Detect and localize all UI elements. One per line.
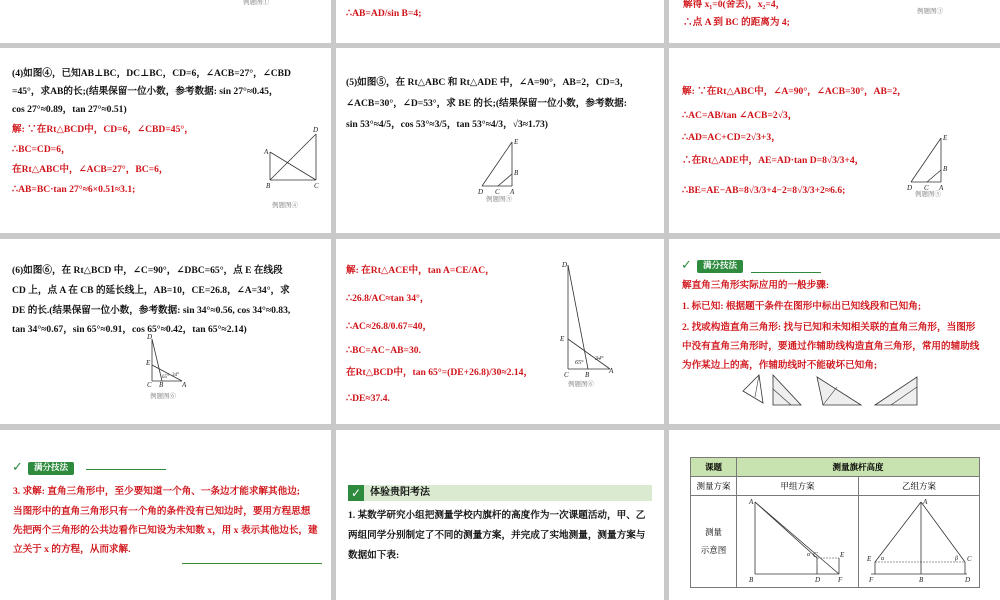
label-d: D	[562, 261, 568, 269]
question-line: ∠ACB=30°，∠D=53°，求 BE 的长;(结果保留一位小数，参考数据:	[346, 98, 627, 109]
label-c: C	[967, 555, 972, 563]
slide-top-right	[669, 0, 1000, 43]
slide-practice	[336, 430, 664, 600]
label-c: C	[924, 184, 929, 192]
label-e: E	[840, 551, 845, 559]
solution-line: ∴在Rt△ADE中，AE=AD·tan D=8√3/3+4，	[682, 155, 865, 166]
check-icon: ✓	[348, 485, 364, 501]
label-e: E	[146, 359, 151, 367]
tip-line: 当图形中的直角三角形只有一个角的条件没有已知边时，要用方程思想	[13, 506, 311, 517]
slide-top-left	[0, 0, 331, 43]
label-c: C	[495, 188, 500, 196]
tips-badge: 满分技法	[28, 462, 74, 475]
question-line: DE 的长.(结果保留一位小数，参考数据: sin 34°≈0.56, cos 34°≈0.83,	[12, 305, 291, 316]
tip-line: 立关于 x 的方程，从而求解.	[13, 544, 131, 555]
label-b: B	[919, 576, 924, 584]
figure-caption: 例题图③	[917, 8, 943, 15]
solution-line: ∴AB=BC·tan 27°≈6×0.51≈3.1;	[12, 184, 136, 195]
tips-badge: 满分技法	[697, 260, 743, 273]
question-line: (4)如图④，已知AB⊥BC，DC⊥BC，CD=6，∠ACB=27°，∠CBD	[12, 68, 291, 79]
solution-line: ∴AB=AD/sin B=4;	[346, 8, 422, 19]
figure-5-diagram	[905, 136, 955, 192]
header-title: 测量旗杆高度	[737, 458, 980, 477]
solution-line: ∴AD=AC+CD=2√3+3，	[682, 132, 781, 143]
question-line: cos 27°≈0.89，tan 27°≈0.51)	[12, 104, 127, 115]
label-b: B	[514, 169, 519, 177]
label-a: A	[264, 148, 269, 156]
tip-line: 解直角三角形实际应用的一般步骤:	[682, 280, 830, 291]
label-d: D	[313, 126, 319, 134]
jia-diagram	[741, 498, 855, 586]
header-topic: 课题	[691, 458, 737, 477]
figure-5-diagram	[476, 140, 526, 196]
figure-4-diagram	[258, 124, 324, 196]
label-f: F	[869, 576, 874, 584]
solution-line: 解得 x₁=0(舍去)，x₂=4，	[683, 0, 786, 10]
slide-problem-6	[0, 239, 331, 424]
solution-line: 在Rt△ABC中，∠ACB=27°，BC=6，	[12, 164, 169, 175]
label-c: C	[314, 182, 319, 190]
slide-measure-table	[669, 430, 1000, 600]
tip-line: 中没有直角三角形时，要通过作辅助线构造直角三角形，常用的辅助线	[682, 341, 980, 352]
angle-label: 34°	[172, 373, 179, 378]
tip-line: 2. 找或构造直角三角形: 找与已知和未知相关联的直角三角形，当图形	[682, 322, 976, 333]
slide-problem-4	[0, 48, 331, 233]
row-label-plan: 测量方案	[691, 477, 737, 496]
label-f: F	[838, 576, 843, 584]
plan-yi: 乙组方案	[859, 477, 980, 496]
slide-tips-2	[0, 430, 331, 600]
label-c: C	[813, 551, 818, 559]
solution-line: ∴DE≈37.4.	[346, 393, 390, 404]
label-e: E	[867, 555, 872, 563]
tips-header	[681, 260, 831, 274]
label-a: A	[923, 498, 928, 506]
practice-banner	[348, 485, 652, 501]
label-d: D	[478, 188, 484, 196]
angle-label: 65°	[575, 360, 584, 366]
label-a: A	[749, 498, 754, 506]
tip-line: 为作某边上的高，作辅助线时不能破坏已知角;	[682, 360, 878, 371]
label-c: C	[564, 371, 569, 379]
angle-label: 34°	[595, 356, 604, 362]
figure-caption: 例题图⑤	[915, 191, 941, 198]
slide-solution-6	[336, 239, 664, 424]
figure-6-diagram	[548, 261, 620, 377]
yi-diagram-cell	[859, 496, 980, 588]
solution-line: 解: 在Rt△ACE中，tan A=CE/AC，	[346, 265, 495, 276]
divider	[182, 563, 322, 564]
angle-alpha: α	[807, 552, 811, 558]
check-icon: ✓	[681, 258, 692, 273]
label-d: D	[815, 576, 821, 584]
angle-label: 65°	[162, 375, 169, 380]
figure-caption: 例题图④	[272, 202, 298, 209]
label-e: E	[560, 335, 565, 343]
solution-line: ∴BC=AC−AB=30.	[346, 345, 422, 356]
solution-line: 解: ∵在Rt△BCD中，CD=6，∠CBD=45°，	[12, 124, 194, 135]
solution-line: 解: ∵在Rt△ABC中，∠A=90°，∠ACB=30°，AB=2，	[682, 86, 907, 97]
label-b: B	[585, 371, 590, 379]
slide-tips-1	[669, 239, 1000, 424]
label-e: E	[943, 134, 948, 142]
tips-header	[12, 462, 172, 476]
question-line: tan 34°≈0.67，sin 65°≈0.91，cos 65°≈0.42，tan 65°≈2.14)	[12, 324, 247, 335]
question-line: 数据如下表:	[348, 550, 400, 561]
question-line: 1. 某数学研究小组把测量学校内旗杆的高度作为一次课题活动，甲、乙	[348, 510, 646, 521]
divider	[751, 272, 821, 273]
label-b: B	[159, 381, 164, 389]
banner-title: 体验贵阳考法	[370, 487, 430, 498]
solution-line: ∴BE=AE−AB=8√3/3+4−2=8√3/3+2≈6.6;	[682, 185, 846, 196]
label-b: B	[749, 576, 754, 584]
solution-line: ∴点 A 到 BC 的距离为 4;	[683, 17, 790, 28]
label-d: D	[965, 576, 971, 584]
tip-line: 先把两个三角形的公共边看作已知设为未知数 x，用 x 表示其他边长，建	[13, 525, 318, 536]
label-b: B	[943, 165, 948, 173]
angle-alpha: α	[881, 556, 885, 562]
label-a: A	[939, 184, 944, 192]
figure-caption: 例题图⑥	[568, 381, 594, 388]
figure-caption: 例题图⑤	[486, 196, 512, 203]
tip-line: 3. 求解: 直角三角形中，至少要知道一个角、一条边才能求解其他边;	[13, 486, 301, 497]
row-label-diagram	[691, 496, 737, 588]
row-label-line: 测量	[704, 527, 722, 538]
tip-line: 1. 标已知: 根据题干条件在图形中标出已知线段和已知角;	[682, 301, 922, 312]
slide-problem-5	[336, 48, 664, 233]
question-line: CD 上，点 A 在 CB 的延长线上，AB=10，CE=26.8，∠A=34°，求	[12, 285, 290, 296]
label-a: A	[182, 381, 187, 389]
jia-diagram-cell	[737, 496, 859, 588]
question-line: 两组同学分别制定了不同的测量方案，并完成了实地测量，测量方案与	[348, 530, 646, 541]
label-a: A	[609, 367, 614, 375]
question-line: (5)如图⑤，在 Rt△ABC 和 Rt△ADE 中，∠A=90°，AB=2，CD=3，	[346, 77, 630, 88]
solution-line: 在Rt△BCD中，tan 65°=(DE+26.8)/30≈2.14，	[346, 367, 534, 378]
solution-line: ∴AC=AB/tan ∠ACB=2√3，	[682, 110, 798, 121]
figure-caption: 例题图⑥	[150, 393, 176, 400]
check-icon: ✓	[12, 460, 23, 475]
solution-line: ∴26.8/AC≈tan 34°，	[346, 293, 430, 304]
figure-caption: 例题图①	[243, 0, 269, 6]
measurement-table	[690, 457, 980, 588]
slide-solution-5	[669, 48, 1000, 233]
question-line: sin 53°≈4/5，cos 53°≈3/5，tan 53°≈4/3，√3≈1.73)	[346, 119, 549, 130]
slide-top-middle	[336, 0, 664, 43]
solution-line: ∴AC≈26.8/0.67=40，	[346, 321, 433, 332]
label-a: A	[510, 188, 515, 196]
plan-jia: 甲组方案	[737, 477, 859, 496]
yi-diagram	[865, 498, 977, 586]
row-label-line: 示意图	[700, 545, 727, 556]
question-line: (6)如图⑥，在 Rt△BCD 中，∠C=90°，∠DBC=65°，点 E 在线段	[12, 265, 283, 276]
solution-line: ∴BC=CD=6，	[12, 144, 71, 155]
auxiliary-lines-diagram	[741, 373, 941, 411]
label-e: E	[514, 138, 519, 146]
divider	[86, 469, 166, 470]
label-b: B	[266, 182, 271, 190]
label-d: D	[907, 184, 913, 192]
question-line: =45°，求AB的长;(结果保留一位小数，参考数据: sin 27°≈0.45，	[12, 86, 279, 97]
label-d: D	[147, 333, 153, 341]
label-c: C	[147, 381, 152, 389]
figure-6-diagram	[146, 335, 190, 387]
angle-beta: β	[955, 556, 958, 562]
